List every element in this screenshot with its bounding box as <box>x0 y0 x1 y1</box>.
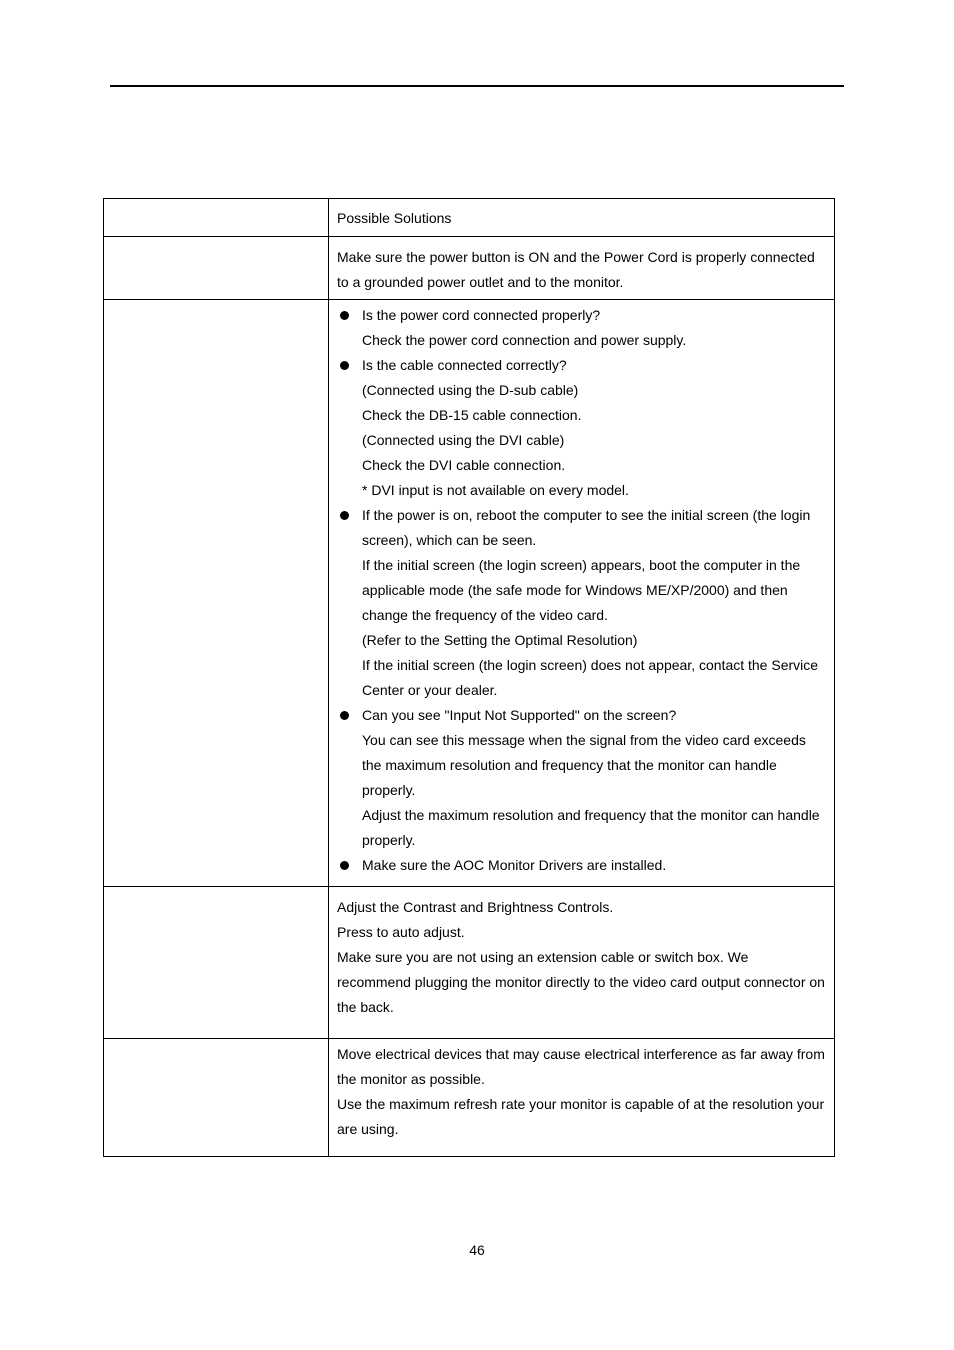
list-item: Is the cable connected correctly? (Connected using the D-sub cable) Check the DB-15 cable connection. (Connected using the DVI cable) Check the DVI cable connection. * DVI input is not available on every model. <box>337 353 826 503</box>
bullet-icon <box>340 861 349 870</box>
solution-text: Adjust the Contrast and Brightness Controls. <box>337 899 614 915</box>
table-row <box>104 1039 835 1157</box>
header-rule <box>110 85 844 87</box>
table-row <box>104 237 835 300</box>
table-row <box>104 887 835 1039</box>
solution-text: Move electrical devices that may cause electrical interference as far away from the monitor as possible. <box>337 1046 825 1087</box>
solution-text: Make sure you are not using an extension cable or switch box. We recommend plugging the monitor directly to the video card output connector on the back. <box>337 949 825 1015</box>
solution-text: Press to auto adjust. <box>337 924 465 940</box>
possible-solutions-heading: Possible Solutions <box>337 210 452 226</box>
list-item: Is the power cord connected properly? Check the power cord connection and power supply. <box>337 303 826 353</box>
bullet-icon <box>340 311 349 320</box>
page-number: 46 <box>469 1242 485 1258</box>
solution-cell <box>329 237 835 300</box>
problem-cell <box>104 237 329 300</box>
solution-cell <box>329 887 835 1039</box>
table-row <box>104 300 835 887</box>
bullet-icon <box>340 711 349 720</box>
solution-bullet-list <box>337 303 826 878</box>
solution-text: Make sure the power button is ON and the Power Cord is properly connected to a grounded power outlet and to the monitor. <box>337 249 815 290</box>
solution-cell <box>329 300 835 887</box>
solution-cell <box>329 1039 835 1157</box>
problem-cell <box>104 300 329 887</box>
list-item: If the power is on, reboot the computer to see the initial screen (the login screen), which can be seen. If the initial screen (the login screen) appears, boot the computer in the applicable mode (the safe mode for Windows ME/XP/2000) and then change the frequency of the video card. (Refer to the Setting the Optimal Resolution) If the initial screen (the login screen) does not appear, contact the Service Center or your dealer. <box>337 503 826 703</box>
bullet-icon <box>340 361 349 370</box>
solution-column-header <box>329 199 835 237</box>
problem-column-header <box>104 199 329 237</box>
list-item: Make sure the AOC Monitor Drivers are installed. <box>337 853 826 878</box>
problem-cell <box>104 887 329 1039</box>
solution-text: Use the maximum refresh rate your monitor is capable of at the resolution your are using. <box>337 1096 825 1137</box>
troubleshooting-table <box>103 198 835 1157</box>
table-header-row <box>104 199 835 237</box>
list-item: Can you see "Input Not Supported" on the screen? You can see this message when the signal from the video card exceeds the maximum resolution and frequency that the monitor can handle properly. Adjust the maximum resolution and frequency that the monitor can handle properly. <box>337 703 826 853</box>
bullet-icon <box>340 511 349 520</box>
problem-cell <box>104 1039 329 1157</box>
